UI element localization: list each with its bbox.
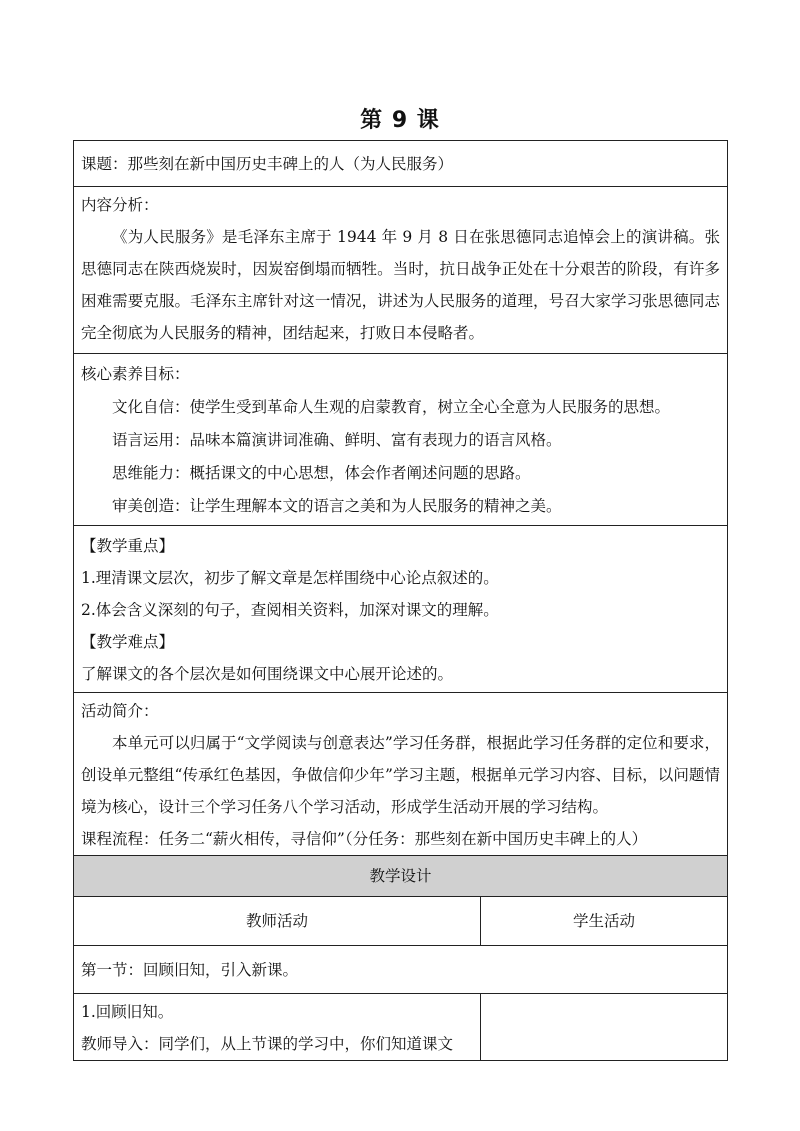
- topic-cell: 课题：那些刻在新中国历史丰碑上的人（为人民服务）: [74, 141, 728, 187]
- goal-item: 思维能力：概括课文的中心思想，体会作者阐述问题的思路。: [112, 464, 531, 482]
- activity-cell: [74, 693, 728, 856]
- columns-header-row: [74, 897, 728, 946]
- step-1-text: 教师导入：同学们，从上节课的学习中，你们知道课文: [81, 1035, 454, 1053]
- analysis-row: [74, 187, 728, 354]
- design-header-row: [74, 856, 728, 897]
- goals-cell: [74, 354, 728, 526]
- section-1-cell: 第一节：回顾旧知，引入新课。: [74, 946, 728, 994]
- analysis-text: 《为人民服务》是毛泽东主席于 1944 年 9 月 8 日在张思德同志追悼会上的演讲稿。张思德同志在陕西烧炭时，因炭窑倒塌而牺牲。当时，抗日战争正处在十分艰苦的阶段，有许多困难需要克服。毛泽东主席针对这一情况，讲述为人民服务的道理，号召大家学习张思德同志完全彻底为人民服务的精神，团结起来，打败日本侵略者。: [81, 228, 721, 342]
- activity-label: 活动简介：: [81, 702, 159, 720]
- student-activity-cell: [481, 994, 728, 1061]
- goals-row: [74, 354, 728, 526]
- process-text: 课程流程：任务二“薪火相传，寻信仰”（分任务：那些刻在新中国历史丰碑上的人）: [81, 830, 648, 848]
- goals-label: 核心素养目标：: [81, 365, 190, 383]
- goal-item: 文化自信：使学生受到革命人生观的启蒙教育，树立全心全意为人民服务的思想。: [112, 398, 671, 416]
- key-point-item: 2.体会含义深刻的句子，查阅相关资料，加深对课文的理解。: [81, 601, 499, 619]
- key-point-item: 1.理清课文层次，初步了解文章是怎样围绕中心论点叙述的。: [81, 569, 499, 587]
- lesson-plan-table: [73, 140, 728, 1061]
- difficult-label: 【教学难点】: [81, 633, 175, 651]
- page-title: 第 9 课: [360, 108, 440, 133]
- student-column-header: 学生活动: [481, 897, 728, 946]
- teacher-activity-cell: [74, 994, 481, 1061]
- teacher-column-header: 教师活动: [74, 897, 481, 946]
- difficult-text: 了解课文的各个层次是如何围绕课文中心展开论述的。: [81, 665, 454, 683]
- key-points-cell: [74, 526, 728, 693]
- step-row: [74, 994, 728, 1061]
- activity-text: 本单元可以归属于“文学阅读与创意表达”学习任务群，根据此学习任务群的定位和要求，创设单元整组“传承红色基因，争做信仰少年”学习主题，根据单元学习内容、目标，以问题情境为核心，设计三个学习任务八个学习活动，形成学生活动开展的学习结构。: [81, 734, 721, 816]
- design-header: 教学设计: [74, 856, 728, 897]
- activity-row: [74, 693, 728, 856]
- key-points-row: [74, 526, 728, 693]
- analysis-cell: [74, 187, 728, 354]
- step-1-title: 1.回顾旧知。: [81, 1003, 174, 1021]
- goal-item: 语言运用：品味本篇演讲词准确、鲜明、富有表现力的语言风格。: [112, 431, 562, 449]
- topic-row: [74, 141, 728, 187]
- section-row: [74, 946, 728, 994]
- goal-item: 审美创造：让学生理解本文的语言之美和为人民服务的精神之美。: [112, 497, 562, 515]
- key-points-label: 【教学重点】: [81, 537, 175, 555]
- analysis-label: 内容分析：: [81, 196, 159, 214]
